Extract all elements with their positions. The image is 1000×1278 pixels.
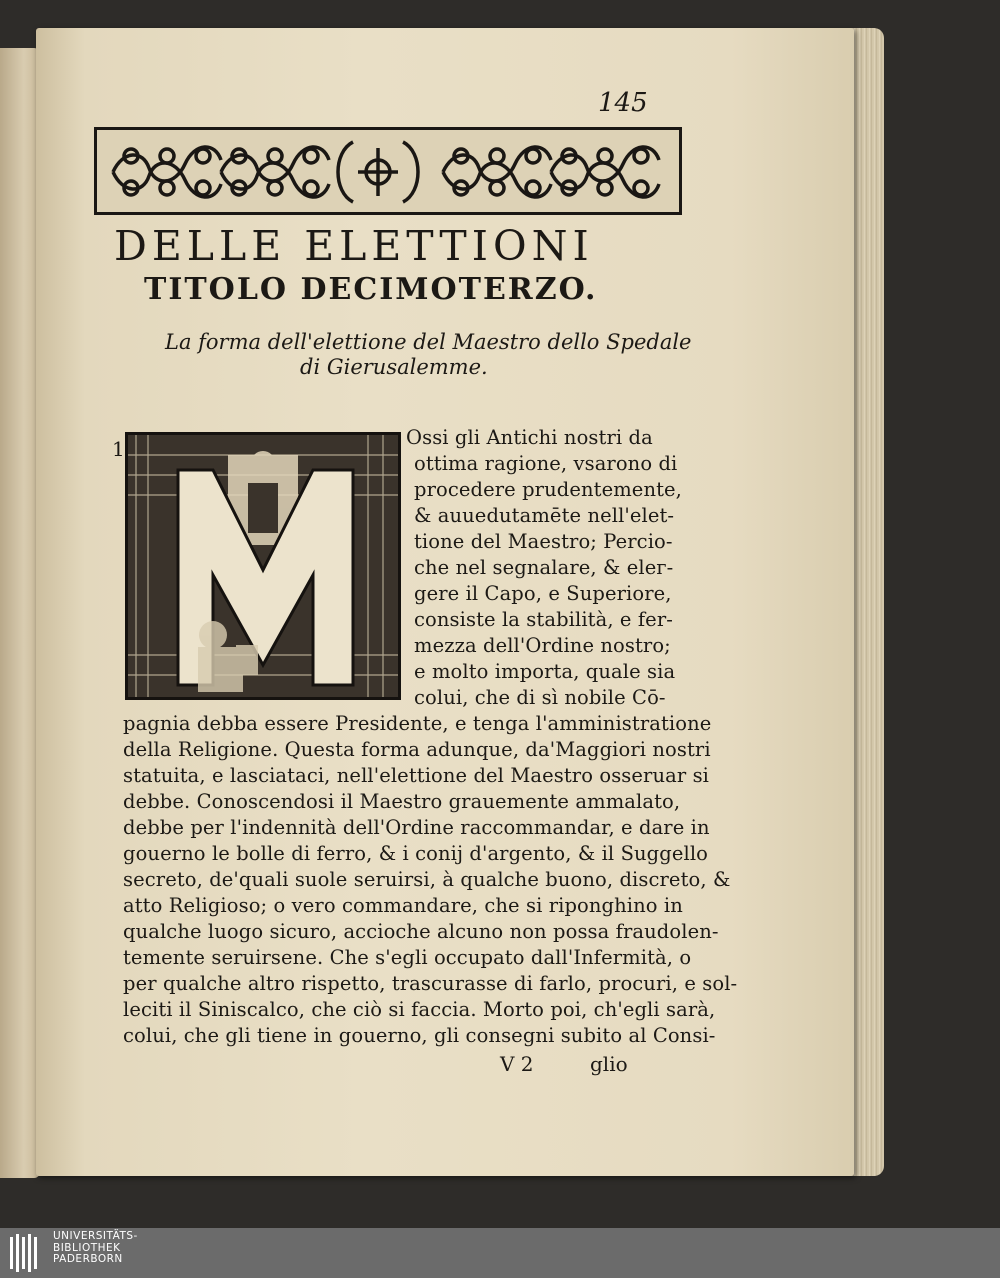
text-line: & auuedutamēte nell'elet-	[414, 504, 675, 527]
catchword: glio	[590, 1052, 628, 1076]
library-name	[53, 1231, 138, 1266]
section-heading-line-2: di Gierusalemme.	[300, 355, 488, 379]
chapter-subtitle: TITOLO DECIMOTERZO.	[144, 272, 598, 307]
text-line: secreto, de'quali suole seruirsi, à qualche buono, discreto, &	[123, 868, 731, 891]
page-number: 145	[598, 88, 648, 118]
text-line: gere il Capo, e Superiore,	[414, 582, 672, 605]
text-line: colui, che gli tiene in gouerno, gli consegni subito al Consi-	[123, 1024, 716, 1047]
text-line: della Religione. Questa forma adunque, da'Maggiori nostri	[123, 738, 711, 761]
text-line: e molto importa, quale sia	[414, 660, 676, 683]
section-heading-line-1: La forma dell'elettione del Maestro dello Spedale	[165, 330, 692, 354]
text-line: per qualche altro rispetto, trascurasse di farlo, procuri, e sol-	[123, 972, 738, 995]
text-line: leciti il Siniscalco, che ciò si faccia. Morto poi, ch'egli sarà,	[123, 998, 716, 1021]
ornamental-headpiece	[94, 127, 682, 215]
text-line: ottima ragione, vsarono di	[414, 452, 678, 475]
library-logo-icon	[6, 1231, 46, 1275]
section-number: 1	[112, 437, 125, 461]
text-line: temente seruirsene. Che s'egli occupato dall'Infermità, o	[123, 946, 692, 969]
left-page-edge	[0, 48, 40, 1178]
text-line: statuita, e lasciataci, nell'elettione del Maestro osseruar si	[123, 764, 710, 787]
scroll-ornament-icon	[103, 134, 675, 210]
library-name-line-2: BIBLIOTHEK	[53, 1241, 121, 1254]
chapter-title: DELLE ELETTIONI	[114, 222, 594, 270]
text-line: tione del Maestro; Percio-	[414, 530, 673, 553]
text-line: che nel segnalare, & elег-	[414, 556, 674, 579]
signature-mark: V 2	[500, 1052, 534, 1076]
text-line: atto Religioso; o vero commandare, che si riponghino in	[123, 894, 683, 917]
text-line: consiste la stabilità, e fer-	[414, 608, 673, 631]
text-line: procedere prudentemente,	[414, 478, 682, 501]
text-line: gouerno le bolle di ferro, & i conij d'argento, & il Suggello	[123, 842, 709, 865]
text-line: mezza dell'Ordine nostro;	[414, 634, 671, 657]
library-name-line-3: PADERBORN	[53, 1253, 123, 1265]
text-line: debbe. Conoscendosi il Maestro grauemente ammalato,	[123, 790, 681, 813]
woodcut-illustration-icon	[128, 435, 398, 697]
historiated-initial-woodcut	[125, 432, 401, 700]
text-line: qualche luogo sicuro, accioche alcuno non possa fraudolen-	[123, 920, 719, 943]
library-name-line-1: UNIVERSITÄTS-	[53, 1230, 138, 1242]
text-line: debbe per l'indennità dell'Ordine raccommandar, e dare in	[123, 816, 710, 839]
text-line: pagnia debba essere Presidente, e tenga l'amministratione	[123, 712, 712, 735]
library-footer-bar	[0, 1228, 1000, 1278]
text-line: Ossi gli Antichi nostri da	[406, 426, 653, 449]
text-line: colui, che di sì nobile Cō-	[414, 686, 666, 709]
